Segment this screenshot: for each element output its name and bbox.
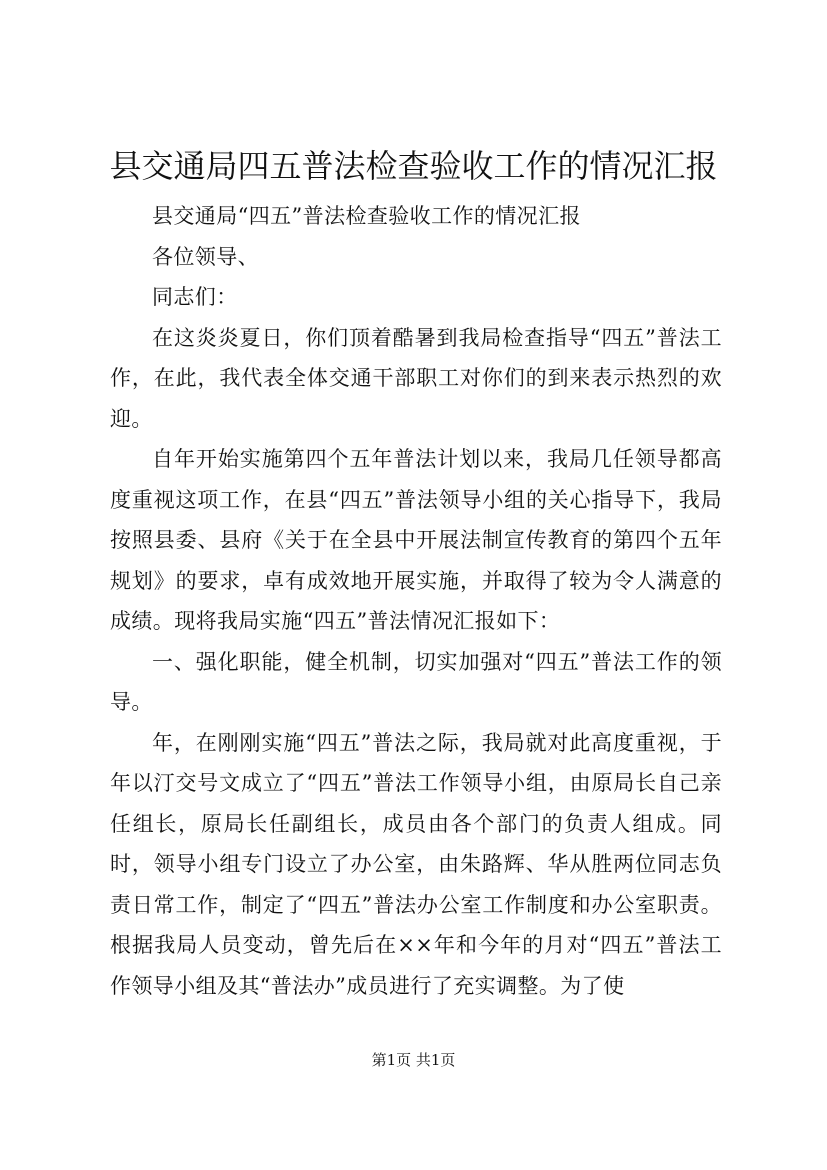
background-paragraph: 自年开始实施第四个五年普法计划以来，我局几任领导都高度重视这项工作，在县“四五”普法领导小组的关心指导下，我局按照县委、县府《关于在全县中开展法制宣传教育的第四个五年规划》的要求，卓有成效地开展实施，并取得了较为令人满意的成绩。现将我局实施“四五”普法情况汇报如下： bbox=[110, 447, 722, 633]
page-number-footer: 第1页 共1页 bbox=[371, 1051, 456, 1069]
welcome-paragraph: 在这炎炎夏日，你们顶着酷暑到我局检查指导“四五”普法工作，在此，我代表全体交通干部职工对你们的到来表示热烈的欢迎。 bbox=[110, 325, 722, 431]
document-title: 县交通局四五普法检查验收工作的情况汇报 bbox=[109, 147, 718, 185]
salutation-comrades: 同志们： bbox=[152, 285, 238, 309]
document-body bbox=[110, 196, 722, 1006]
salutation-leaders: 各位领导、 bbox=[152, 244, 259, 269]
subtitle-paragraph: 县交通局“四五”普法检查验收工作的情况汇报 bbox=[152, 204, 581, 228]
section-1-paragraph: 年，在刚刚实施“四五”普法之际，我局就对此高度重视，于年以汀交号文成立了“四五”普法工作领导小组，由原局长自己亲任组长，原局长任副组长，成员由各个部门的负责人组成。同时，领导小组专门设立了办公室，由朱路辉、华从胜两位同志负责日常工作，制定了“四五”普法办公室工作制度和办公室职责。根据我局人员变动，曾先后在××年和今年的月对“四五”普法工作领导小组及其“普法办”成员进行了充实调整。为了使 bbox=[110, 730, 722, 998]
section-heading-1: 一、强化职能，健全机制，切实加强对“四五”普法工作的领导。 bbox=[110, 649, 722, 714]
